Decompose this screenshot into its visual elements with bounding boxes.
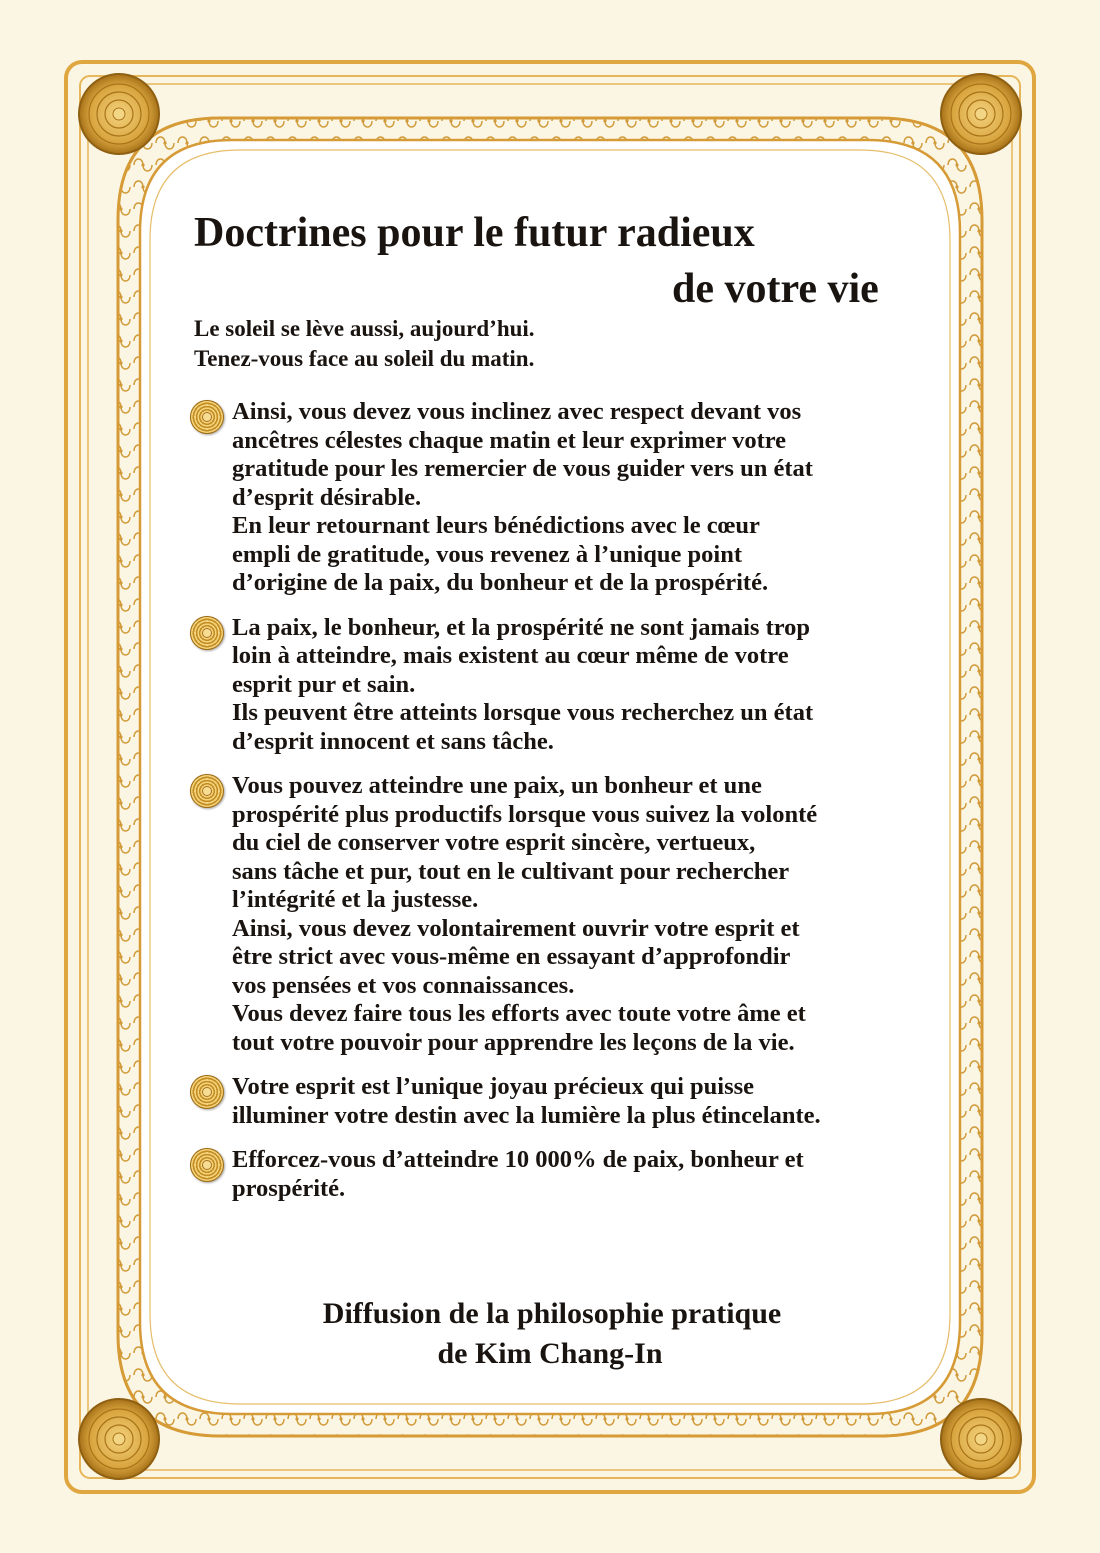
doctrine-line: d’origine de la paix, du bonheur et de la prospérité. <box>232 569 769 596</box>
doctrine-item <box>190 1146 930 1203</box>
doctrine-line: illuminer votre destin avec la lumière la plus étincelante. <box>232 1101 821 1129</box>
doctrine-line: Ils peuvent être atteints lorsque vous recherchez un état <box>232 699 814 726</box>
doctrine-line: Vous devez faire tous les efforts avec toute votre âme et <box>232 1000 806 1027</box>
doctrine-line: En leur retournant leurs bénédictions avec le cœur <box>232 512 760 539</box>
doctrine-text <box>232 398 930 598</box>
doctrine-line: La paix, le bonheur, et la prospérité ne sont jamais trop <box>232 613 811 641</box>
gold-disc-icon <box>190 1148 224 1182</box>
doctrine-line: gratitude pour les remercier de vous guider vers un état <box>232 455 813 482</box>
doctrine-item <box>190 398 930 598</box>
doctrine-item <box>190 772 930 1057</box>
gold-disc-icon <box>190 400 224 434</box>
doctrine-line: être strict avec vous-même en essayant d’approfondir <box>232 943 791 970</box>
title-line-1: Doctrines pour le futur radieux <box>194 210 755 256</box>
doctrine-line: Ainsi, vous devez volontairement ouvrir votre esprit et <box>232 914 800 942</box>
doctrine-line: Efforcez-vous d’atteindre 10 000% de paix, bonheur et <box>232 1146 804 1173</box>
intro-line: Tenez-vous face au soleil du matin. <box>194 346 535 371</box>
doctrine-text <box>232 772 930 1057</box>
doctrine-line: l’intégrité et la justesse. <box>232 886 479 913</box>
intro-line: Le soleil se lève aussi, aujourd’hui. <box>194 316 535 341</box>
doctrine-line: du ciel de conserver votre esprit sincère, vertueux, <box>232 829 756 856</box>
doctrine-line: vos pensées et vos connaissances. <box>232 971 575 999</box>
doctrine-line: ancêtres célestes chaque matin et leur exprimer votre <box>232 426 787 454</box>
doctrine-line: Votre esprit est l’unique joyau précieux qui puisse <box>232 1073 755 1100</box>
doctrine-text <box>232 1146 930 1203</box>
doctrine-line: loin à atteindre, mais existent au cœur même de votre <box>232 642 789 669</box>
title-line-2: de votre vie <box>672 266 879 312</box>
doctrine-line: d’esprit désirable. <box>232 483 422 511</box>
doctrine-text <box>232 1073 930 1130</box>
doctrine-list <box>190 398 930 1219</box>
doctrine-item <box>190 614 930 757</box>
doctrine-line: sans tâche et pur, tout en le cultivant pour rechercher <box>232 857 790 885</box>
gold-disc-icon <box>190 774 224 808</box>
doctrine-line: prospérité plus productifs lorsque vous suivez la volonté <box>232 800 818 828</box>
footer-line-1: Diffusion de la philosophie pratique <box>322 1297 782 1330</box>
doctrine-text <box>232 614 930 757</box>
gold-disc-icon <box>190 616 224 650</box>
doctrine-line: empli de gratitude, vous revenez à l’unique point <box>232 540 742 568</box>
doctrine-line: Ainsi, vous devez vous inclinez avec respect devant vos <box>232 398 802 425</box>
gold-disc-icon <box>190 1075 224 1109</box>
doctrine-line: prospérité. <box>232 1174 346 1202</box>
doctrine-line: esprit pur et sain. <box>232 670 416 698</box>
doctrine-line: d’esprit innocent et sans tâche. <box>232 727 554 755</box>
doctrine-line: Vous pouvez atteindre une paix, un bonheur et une <box>232 772 762 799</box>
doctrine-line: tout votre pouvoir pour apprendre les leçons de la vie. <box>232 1028 795 1056</box>
footer-line-2: de Kim Chang-In <box>437 1337 663 1370</box>
doctrine-item <box>190 1073 930 1130</box>
footer <box>0 1294 1100 1374</box>
intro <box>194 314 535 374</box>
